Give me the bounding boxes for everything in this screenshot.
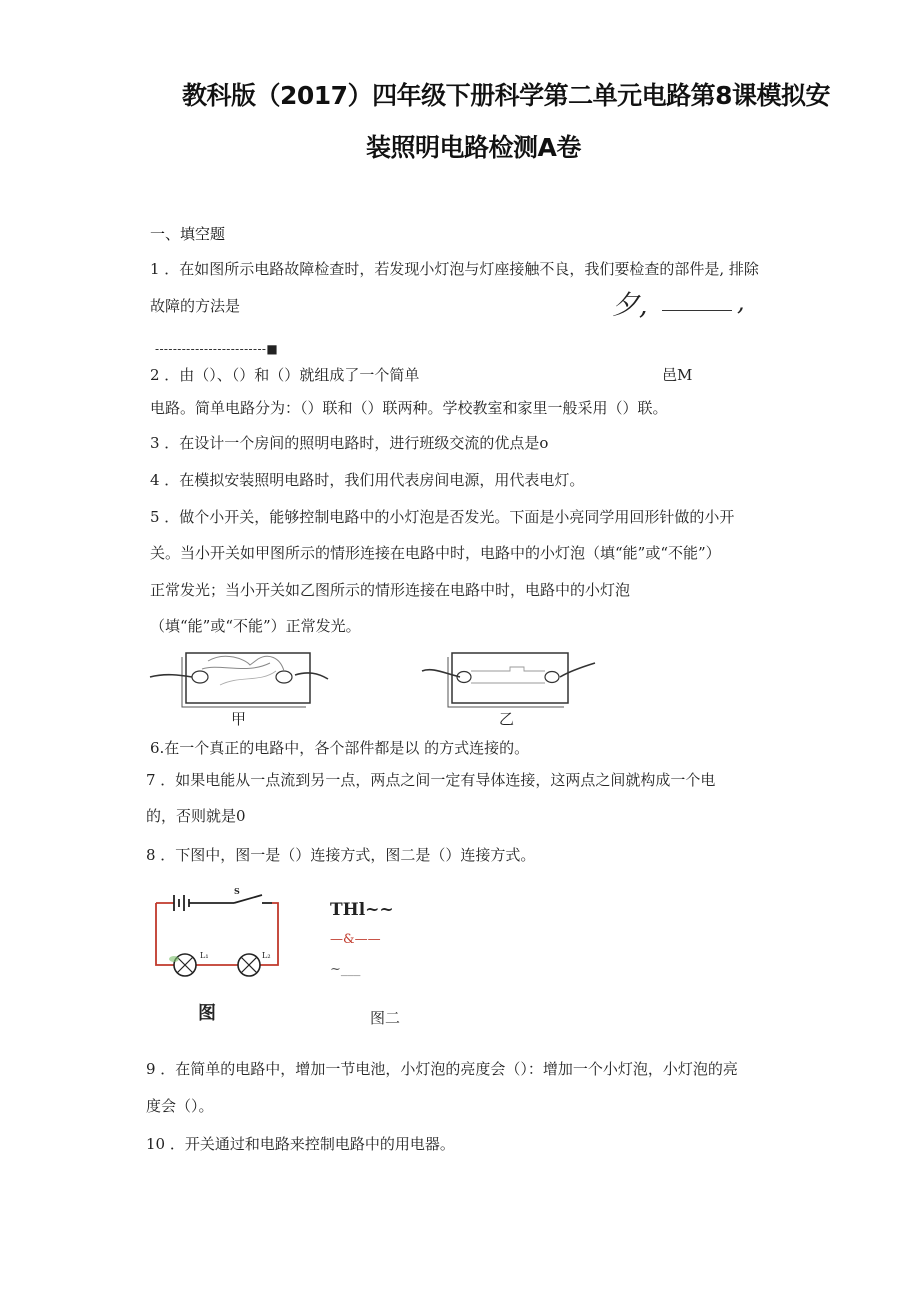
question-2-line2: 电路。简单电路分为：（）联和（）联两种。学校教室和家里一般采用（）联。 bbox=[150, 399, 668, 417]
series-circuit-l2-label: L₂ bbox=[262, 951, 271, 960]
question-1-answer-line bbox=[662, 310, 732, 311]
series-circuit-switch-label: S bbox=[234, 886, 240, 896]
switch-figure-a-caption: 甲 bbox=[231, 710, 247, 728]
question-1-line2: 故障的方法是 bbox=[150, 297, 241, 315]
parallel-figure-text-2: —&—— bbox=[330, 932, 381, 947]
page-title-line1: 教科版（2017）四年级下册科学第二单元电路第8课模拟安 bbox=[182, 81, 830, 110]
question-2-line1: 2 ．由（）、（）和（）就组成了一个简单 bbox=[150, 366, 420, 384]
series-circuit-caption: 图 bbox=[198, 1003, 216, 1024]
question-5-line1: 5 ．做个小开关，能够控制电路中的小灯泡是否发光。下面是小亮同学用回形针做的小开 bbox=[150, 508, 735, 526]
question-1-dashes: -------------------------■ bbox=[155, 342, 279, 356]
question-7-line2: 的，否则就是0 bbox=[146, 807, 246, 825]
question-9-line2: 度会（）。 bbox=[146, 1097, 214, 1115]
question-1-comma: , bbox=[737, 288, 745, 316]
question-6: 6.在一个真正的电路中，各个部件都是以 的方式连接的。 bbox=[150, 739, 530, 757]
question-1-handwriting: 夕, bbox=[612, 290, 648, 321]
question-5-line2: 关。当小开关如甲图所示的情形连接在电路中时，电路中的小灯泡（填“能”或“不能”） bbox=[150, 544, 721, 562]
page-title-line2: 装照明电路检测A卷 bbox=[366, 133, 581, 162]
switch-figure-a bbox=[150, 645, 330, 715]
section-heading: 一、填空题 bbox=[150, 225, 226, 243]
series-circuit-figure bbox=[150, 885, 290, 980]
question-5-line4: （填“能”或“不能”）正常发光。 bbox=[150, 617, 361, 635]
question-3: 3 ．在设计一个房间的照明电路时，进行班级交流的优点是o bbox=[150, 434, 549, 452]
question-2-stray-text: 邑M bbox=[662, 366, 693, 384]
question-7-line1: 7 ．如果电能从一点流到另一点，两点之间一定有导体连接，这两点之间就构成一个电 bbox=[146, 771, 716, 789]
question-4: 4 ．在模拟安装照明电路时，我们用代表房间电源，用代表电灯。 bbox=[150, 471, 585, 489]
parallel-figure-caption: 图二 bbox=[370, 1009, 401, 1027]
question-1-line1: 1 ．在如图所示电路故障检查时，若发现小灯泡与灯座接触不良，我们要检查的部件是, 排除 bbox=[150, 260, 759, 278]
question-10: 10 ．开关通过和电路来控制电路中的用电器。 bbox=[146, 1135, 455, 1153]
question-5-line3: 正常发光；当小开关如乙图所示的情形连接在电路中时，电路中的小灯泡 bbox=[150, 581, 631, 599]
parallel-figure-text-1: THl~~ bbox=[330, 900, 394, 920]
switch-figure-b-caption: 乙 bbox=[499, 710, 515, 728]
switch-figure-b bbox=[420, 645, 600, 715]
question-8: 8 ．下图中，图一是（）连接方式，图二是（）连接方式。 bbox=[146, 846, 536, 864]
series-circuit-l1-label: L₁ bbox=[200, 951, 209, 960]
question-9-line1: 9 ．在简单的电路中，增加一节电池，小灯泡的亮度会（）：增加一个小灯泡，小灯泡的亮 bbox=[146, 1060, 738, 1078]
parallel-figure-text-3: ~___ bbox=[330, 962, 361, 977]
